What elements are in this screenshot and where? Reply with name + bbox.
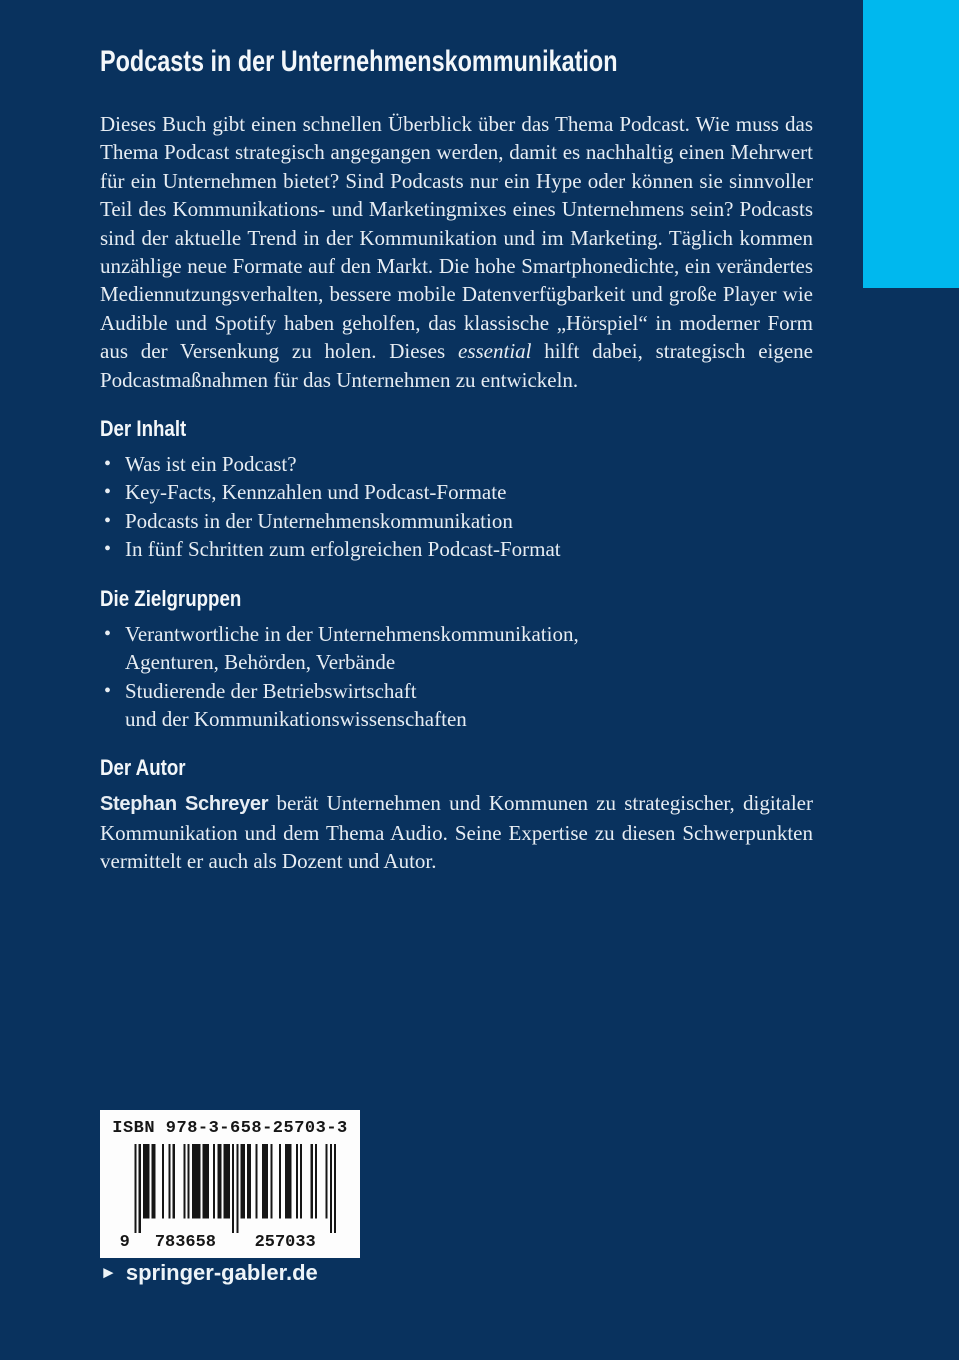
book-title-text: Podcasts in der Unternehmenskommunikation xyxy=(100,45,618,78)
blurb-text-before: Dieses Buch gibt einen schnellen Überblick über das Thema Podcast. Wie muss das Thema Podcast strategisch angegangen werden, damit es nachhaltig einen Mehrwert für ein Unternehmen bietet? Sind Podcasts nur ein Hype oder können sie sinnvoller Teil des Kommunikations- und Marketingmixes eines Unternehmens sein? Podcasts sind der aktuelle Trend in der Kommunikation und im Marketing. Täglich kommen unzählige neue Formate auf den Markt. Die hohe Smartphonedichte, ein verändertes Mediennutzungsverhalten, bessere mobile Datenverfügbarkeit und große Player wie Audible und Spotify haben geholfen, das klassische „Hörspiel“ in moderner Form aus der Versenkung zu holen. Dieses xyxy=(100,112,813,364)
isbn-label: ISBN 978-3-658-25703-3 xyxy=(112,1119,348,1138)
section-heading-inhalt-text: Der Inhalt xyxy=(100,416,187,442)
list-item: • In fünf Schritten zum erfolgreichen Podcast-Format xyxy=(100,535,813,563)
section-heading-autor-text: Der Autor xyxy=(100,755,186,781)
author-name: Stephan Schreyer xyxy=(100,793,269,816)
list-item-line: • Verantwortliche in der Unternehmenskommunikation, xyxy=(125,621,579,646)
publisher-url-text: springer-gabler.de xyxy=(125,1260,318,1285)
author-bio-text: berät Unternehmen und Kommunen zu strategischer, digitaler Kommunikation und dem Thema Audio. Seine Expertise zu diesen Schwerpunkten vermittelt er auch als Dozent und Autor. xyxy=(100,791,813,874)
barcode-svg xyxy=(113,1144,347,1248)
barcode-digit-lead: 9 xyxy=(119,1232,130,1248)
brand-color-stripe xyxy=(863,0,959,288)
list-item: • Podcasts in der Unternehmenskommunikation xyxy=(100,507,813,535)
list-item xyxy=(100,677,813,734)
barcode-digits-right: 257033 xyxy=(254,1232,316,1248)
author-paragraph xyxy=(100,789,813,875)
isbn-barcode-box xyxy=(100,1110,360,1258)
section-heading-inhalt xyxy=(100,416,813,442)
list-item: • Was ist ein Podcast? xyxy=(100,450,813,478)
arrow-icon: ► xyxy=(100,1263,117,1282)
list-item xyxy=(100,620,813,677)
cover-content xyxy=(100,44,813,876)
list-item-line: und der Kommunikationswissenschaften xyxy=(125,706,467,731)
barcode-bars xyxy=(134,1144,336,1233)
list-item: • Key-Facts, Kennzahlen und Podcast-Formate xyxy=(100,478,813,506)
section-heading-zielgruppen-text: Die Zielgruppen xyxy=(100,585,242,611)
zielgruppen-list xyxy=(100,620,813,734)
book-title xyxy=(100,44,813,80)
book-blurb xyxy=(100,110,813,394)
blurb-text-after: hilft dabei, strategisch eigene Podcastmaßnahmen für das Unternehmen zu entwickeln. xyxy=(100,339,813,392)
inhalt-list xyxy=(100,450,813,564)
list-item-line: Agenturen, Behörden, Verbände xyxy=(125,650,396,675)
barcode-digits-left: 783658 xyxy=(154,1232,216,1248)
section-heading-zielgruppen xyxy=(100,586,813,612)
list-item-line: • Studierende der Betriebswirtschaft xyxy=(125,678,417,703)
publisher-url xyxy=(100,1260,318,1286)
blurb-emphasis: essential xyxy=(458,339,532,364)
section-heading-autor xyxy=(100,755,813,781)
